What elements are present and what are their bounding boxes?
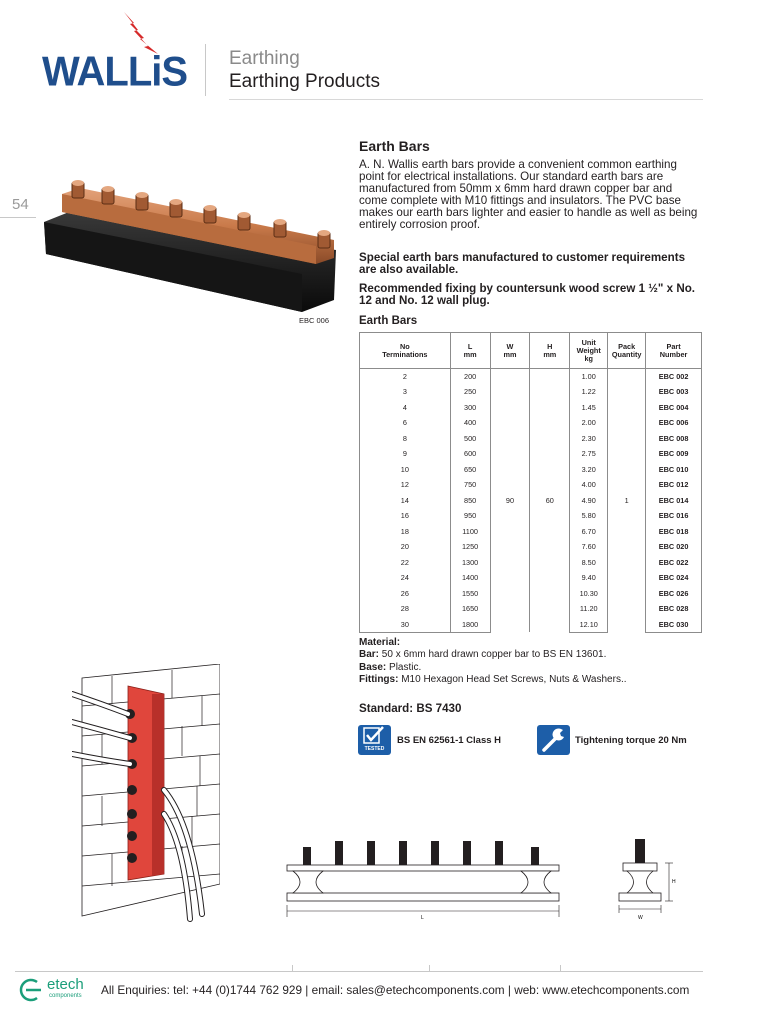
col-header-terminations: No Terminations <box>360 333 451 369</box>
dim-height-label: H <box>672 879 676 885</box>
cell-terminations: 8 <box>360 431 451 447</box>
cell-part-number: EBC 024 <box>646 570 702 586</box>
cell-terminations: 26 <box>360 586 451 602</box>
cell-width: 90 <box>490 369 530 633</box>
cell-part-number: EBC 008 <box>646 431 702 447</box>
fixing-note: Recommended fixing by countersunk wood screw 1 ½" x No. 12 and No. 12 wall plug. <box>359 282 695 307</box>
intro-paragraph: A. N. Wallis earth bars provide a convenient common earthing point for electrical installations. Our standard earth bars are manufactured from 50mm x 6mm hard drawn copper bar and come complete with M10 fittings and insulators. The PVC base makes our earth bars lighter and easier to handle as well as being entirely corrosion proof. <box>359 158 698 231</box>
badge-torque-label: Tightening torque 20 Nm <box>575 735 687 746</box>
cell-part-number: EBC 012 <box>646 477 702 493</box>
table-body <box>360 369 702 633</box>
cell-part-number: EBC 030 <box>646 617 702 633</box>
standard-label: Standard: BS 7430 <box>359 702 462 715</box>
cell-weight: 2.75 <box>570 446 608 462</box>
cell-length: 1400 <box>450 570 490 586</box>
cell-length: 400 <box>450 415 490 431</box>
col-header-part: Part Number <box>646 333 702 369</box>
footer-tick <box>560 965 561 971</box>
cell-weight: 8.50 <box>570 555 608 571</box>
cell-terminations: 20 <box>360 539 451 555</box>
earth-bars-table <box>359 332 702 633</box>
col-header-width: W mm <box>490 333 530 369</box>
cell-length: 1100 <box>450 524 490 540</box>
tested-icon-text: TESTED <box>364 746 385 752</box>
cell-weight: 4.00 <box>570 477 608 493</box>
cell-weight: 10.30 <box>570 586 608 602</box>
cell-weight: 9.40 <box>570 570 608 586</box>
cell-length: 650 <box>450 462 490 478</box>
wallis-logo <box>42 12 192 96</box>
cell-part-number: EBC 028 <box>646 601 702 617</box>
cell-length: 750 <box>450 477 490 493</box>
logo-wordmark: WALLiS <box>42 48 188 96</box>
cell-terminations: 3 <box>360 384 451 400</box>
cell-length: 600 <box>450 446 490 462</box>
etech-wordmark: etech <box>47 976 84 993</box>
cell-length: 1800 <box>450 617 490 633</box>
fittings-value: M10 Hexagon Head Set Screws, Nuts & Washers.. <box>401 674 627 686</box>
side-elevation-drawing <box>283 835 573 927</box>
table-row <box>360 369 702 385</box>
cell-terminations: 30 <box>360 617 451 633</box>
cell-length: 1300 <box>450 555 490 571</box>
table-title: Earth Bars <box>359 315 418 327</box>
col-header-weight: Unit Weight kg <box>570 333 608 369</box>
installation-illustration <box>72 664 220 924</box>
cell-terminations: 24 <box>360 570 451 586</box>
bar-label: Bar: <box>359 649 380 661</box>
cell-part-number: EBC 022 <box>646 555 702 571</box>
cell-weight: 11.20 <box>570 601 608 617</box>
tested-icon <box>358 725 391 755</box>
cell-length: 1250 <box>450 539 490 555</box>
cell-terminations: 18 <box>360 524 451 540</box>
col-header-length: L mm <box>450 333 490 369</box>
wrench-icon <box>537 725 570 755</box>
cell-height: 60 <box>530 369 570 633</box>
cell-terminations: 28 <box>360 601 451 617</box>
cell-part-number: EBC 010 <box>646 462 702 478</box>
cell-part-number: EBC 009 <box>646 446 702 462</box>
cell-length: 300 <box>450 400 490 416</box>
table-header-row <box>360 333 702 369</box>
lightning-bolt-icon <box>120 12 160 54</box>
earth-bar-photo <box>44 174 344 324</box>
footer-contact: All Enquiries: tel: +44 (0)1744 762 929 | email: sales@etechcomponents.com | web: www.etechcomponents.com <box>101 983 690 997</box>
cell-weight: 7.60 <box>570 539 608 555</box>
photo-caption: EBC 006 <box>299 316 330 325</box>
cell-part-number: EBC 014 <box>646 493 702 509</box>
cell-terminations: 6 <box>360 415 451 431</box>
footer-rule <box>15 971 703 972</box>
page-number-rule <box>0 217 36 218</box>
page-number: 54 <box>12 196 29 213</box>
cell-terminations: 10 <box>360 462 451 478</box>
cell-weight: 12.10 <box>570 617 608 633</box>
special-note: Special earth bars manufactured to customer requirements are also available. <box>359 251 686 276</box>
cell-part-number: EBC 020 <box>646 539 702 555</box>
end-elevation-drawing <box>613 835 703 927</box>
header-divider <box>205 44 206 96</box>
cell-weight: 1.45 <box>570 400 608 416</box>
header-rule <box>229 99 703 100</box>
cell-part-number: EBC 002 <box>646 369 702 385</box>
cell-part-number: EBC 018 <box>646 524 702 540</box>
header-category: Earthing <box>229 48 300 69</box>
base-label: Base: <box>359 661 387 673</box>
cell-weight: 1.00 <box>570 369 608 385</box>
cell-weight: 1.22 <box>570 384 608 400</box>
cell-part-number: EBC 016 <box>646 508 702 524</box>
cell-weight: 6.70 <box>570 524 608 540</box>
cell-pack: 1 <box>608 369 646 633</box>
materials-heading: Material: <box>359 637 401 648</box>
base-value: Plastic. <box>389 661 422 673</box>
cell-length: 250 <box>450 384 490 400</box>
cell-weight: 4.90 <box>570 493 608 509</box>
cell-length: 1550 <box>450 586 490 602</box>
etech-logo-icon <box>17 978 43 1002</box>
cell-terminations: 12 <box>360 477 451 493</box>
badge-standard-label: BS EN 62561-1 Class H <box>397 735 502 746</box>
cell-weight: 5.80 <box>570 508 608 524</box>
cell-terminations: 2 <box>360 369 451 385</box>
cell-terminations: 22 <box>360 555 451 571</box>
col-header-height: H mm <box>530 333 570 369</box>
fittings-label: Fittings: <box>359 674 399 686</box>
cell-part-number: EBC 026 <box>646 586 702 602</box>
cell-length: 950 <box>450 508 490 524</box>
cell-length: 1650 <box>450 601 490 617</box>
col-header-pack: Pack Quantity <box>608 333 646 369</box>
footer-tick <box>429 965 430 971</box>
footer-tick <box>292 965 293 971</box>
cell-length: 500 <box>450 431 490 447</box>
cell-weight: 3.20 <box>570 462 608 478</box>
dim-length-label: L <box>421 915 424 921</box>
cell-terminations: 14 <box>360 493 451 509</box>
cell-weight: 2.30 <box>570 431 608 447</box>
cell-part-number: EBC 003 <box>646 384 702 400</box>
cell-length: 850 <box>450 493 490 509</box>
cell-length: 200 <box>450 369 490 385</box>
cell-terminations: 4 <box>360 400 451 416</box>
etech-subtitle: components <box>49 993 82 999</box>
cell-part-number: EBC 006 <box>646 415 702 431</box>
cell-terminations: 16 <box>360 508 451 524</box>
dim-width-label: W <box>638 915 643 921</box>
header-subcategory: Earthing Products <box>229 71 381 92</box>
bar-value: 50 x 6mm hard drawn copper bar to BS EN 13601. <box>381 649 607 661</box>
cell-part-number: EBC 004 <box>646 400 702 416</box>
cell-weight: 2.00 <box>570 415 608 431</box>
cell-terminations: 9 <box>360 446 451 462</box>
materials-block <box>359 637 627 687</box>
section-title: Earth Bars <box>359 138 430 154</box>
